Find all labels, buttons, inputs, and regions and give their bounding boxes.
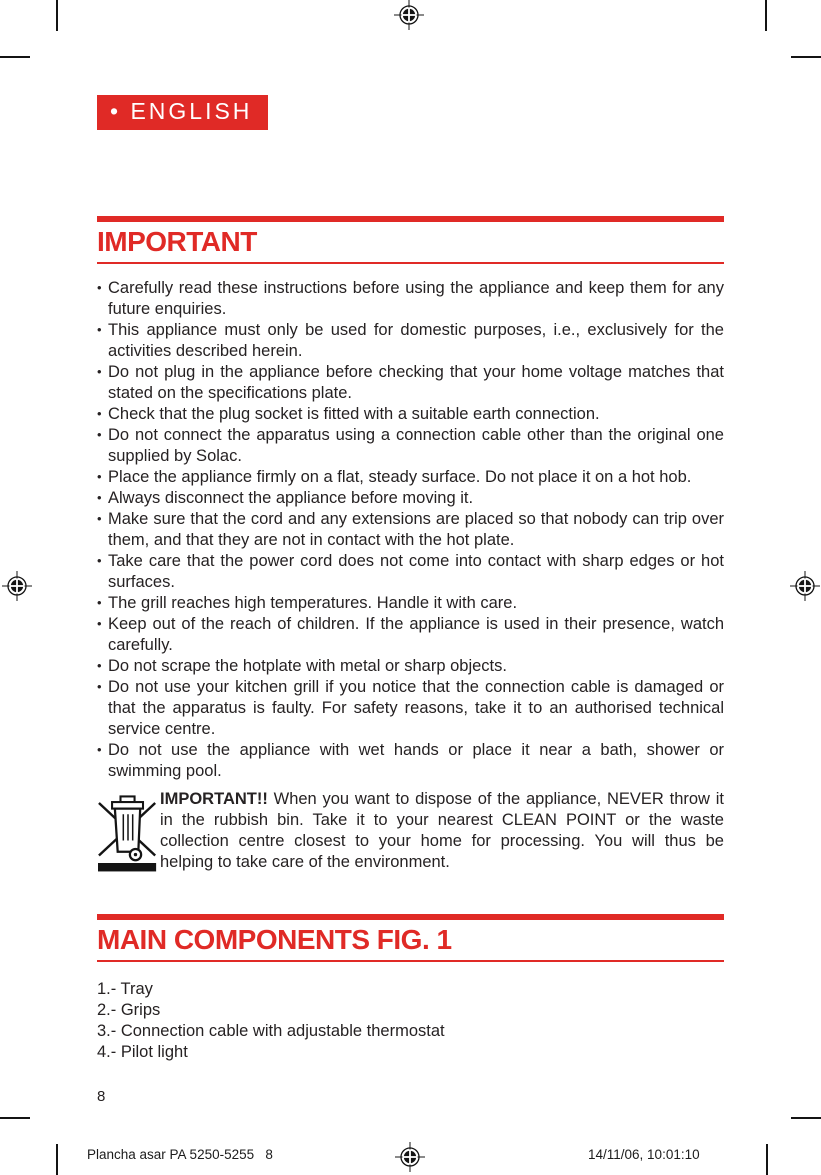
disposal-note — [97, 789, 724, 875]
list-item: • Make sure that the cord and any extensions are placed so that nobody can trip over them, and that they are not in contact with the hot plate. — [97, 509, 724, 551]
section-rule-thick — [97, 914, 724, 920]
section-rule-thin — [97, 960, 724, 962]
crop-mark-bottom-right-horizontal — [791, 1117, 821, 1119]
list-item: • The grill reaches high temperatures. Handle it with care. — [97, 593, 724, 614]
footer-timestamp: 14/11/06, 10:01:10 — [588, 1147, 700, 1162]
list-item: • Do not scrape the hotplate with metal or sharp objects. — [97, 656, 724, 677]
list-item: • Check that the plug socket is fitted with a suitable earth connection. — [97, 404, 724, 425]
section-title-components: MAIN COMPONENTS FIG. 1 — [97, 923, 452, 955]
components-list — [97, 979, 724, 1063]
crop-mark-bottom-left-horizontal — [0, 1117, 30, 1119]
section-important — [97, 216, 724, 875]
crop-mark-top-left-vertical — [56, 0, 58, 31]
disposal-body: When you want to dispose of the appliance, NEVER throw it in the rubbish bin. Take it to your nearest CLEAN POINT or the waste collection centre closest to your home for processing. You will thus be helping to take care of the environment. — [160, 789, 724, 871]
list-item: • Keep out of the reach of children. If the appliance is used in their presence, watch carefully. — [97, 614, 724, 656]
crop-mark-top-left-horizontal — [0, 56, 30, 58]
weee-crossed-bin-icon — [98, 793, 158, 873]
list-item: • Do not use your kitchen grill if you notice that the connection cable is damaged or that the apparatus is faulty. For safety reasons, take it to an authorised technical service centre. — [97, 677, 724, 740]
list-item: • Do not plug in the appliance before checking that your home voltage matches that stated on the specifications plate. — [97, 362, 724, 404]
disposal-paragraph — [160, 789, 724, 873]
list-item: 1.- Tray — [97, 979, 153, 998]
list-item: • Do not use the appliance with wet hands or place it near a bath, shower or swimming pool. — [97, 740, 724, 782]
list-item: 4.- Pilot light — [97, 1042, 188, 1061]
registration-crosshair-icon — [790, 571, 820, 601]
language-banner: • ENGLISH — [97, 95, 268, 130]
crop-mark-top-right-vertical — [765, 0, 767, 31]
registration-crosshair-icon — [2, 571, 32, 601]
section-main-components — [97, 914, 724, 1063]
list-item: • Do not connect the apparatus using a connection cable other than the original one supplied by Solac. — [97, 425, 724, 467]
disposal-lead: IMPORTANT!! — [160, 789, 268, 808]
list-item: • This appliance must only be used for domestic purposes, i.e., exclusively for the activities described herein. — [97, 320, 724, 362]
page-number: 8 — [97, 1087, 106, 1105]
list-item: • Always disconnect the appliance before moving it. — [97, 488, 724, 509]
list-item: 3.- Connection cable with adjustable thermostat — [97, 1021, 445, 1040]
list-item: • Take care that the power cord does not come into contact with sharp edges or hot surfaces. — [97, 551, 724, 593]
section-title-important: IMPORTANT — [97, 226, 257, 257]
list-item: • Carefully read these instructions before using the appliance and keep them for any future enquiries. — [97, 278, 724, 320]
crop-mark-bottom-right-vertical — [766, 1144, 768, 1175]
list-item: • Place the appliance firmly on a flat, steady surface. Do not place it on a hot hob. — [97, 467, 724, 488]
footer-document-name: Plancha asar PA 5250-5255 8 — [87, 1147, 273, 1162]
section-rule-thick — [97, 216, 724, 222]
crop-mark-top-right-horizontal — [791, 56, 821, 58]
safety-instructions-list — [97, 278, 724, 782]
page-content — [97, 0, 724, 1105]
section-rule-thin — [97, 262, 724, 264]
crop-mark-bottom-left-vertical — [56, 1144, 58, 1175]
registration-crosshair-icon — [395, 1142, 425, 1172]
list-item: 2.- Grips — [97, 1000, 161, 1019]
